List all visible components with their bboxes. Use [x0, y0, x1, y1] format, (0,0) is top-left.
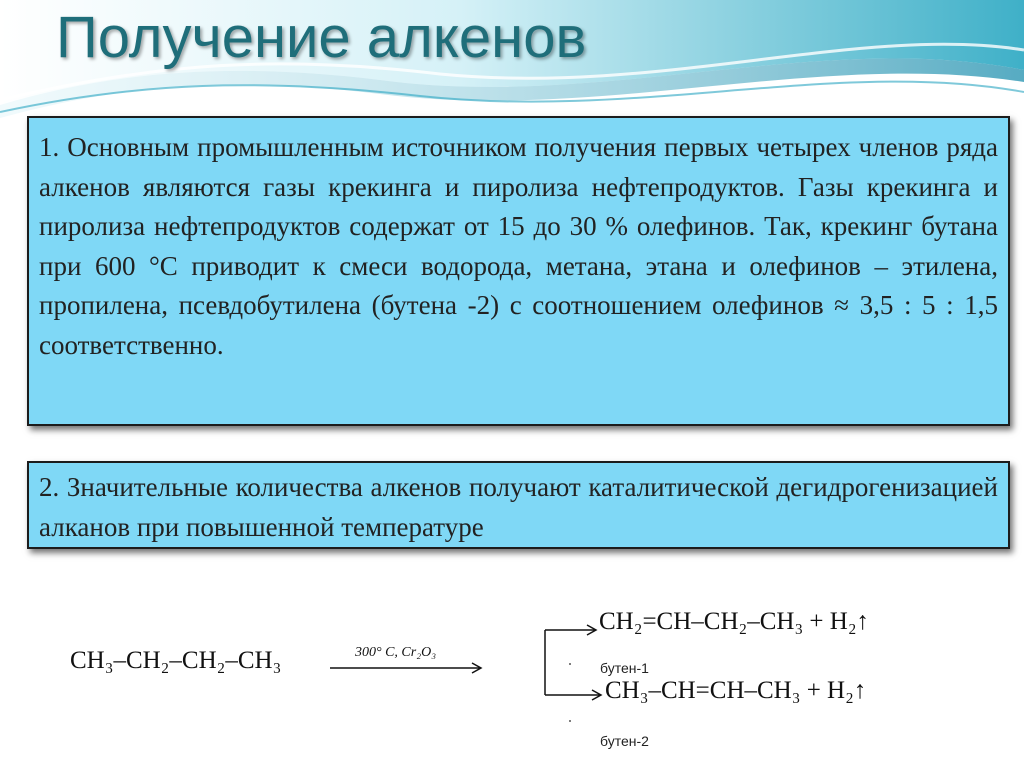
- reaction-arrows: [0, 600, 1024, 767]
- product-1-formula: CH₂=CH–CH₂–CH₃ + H₂↑: [599, 608, 870, 635]
- slide-title: Получение алкенов: [56, 5, 587, 70]
- info-box-1: [27, 116, 1010, 426]
- product-1-name: бутен-1: [600, 660, 649, 676]
- reactant-text: CH₃–CH₂–CH₂–CH₃: [70, 647, 282, 674]
- info-box-2: [27, 461, 1010, 549]
- reaction-condition: 300° C, Cr₂O₃: [355, 645, 437, 660]
- paragraph-2: 2. Значительные количества алкенов получают каталитической дегидрогенизацией алканов при повышенной температуре: [39, 472, 998, 542]
- product-2-formula: CH₃–CH=CH–CH₃ + H₂↑: [605, 677, 867, 704]
- paragraph-1: 1. Основным промышленным источником получения первых четырех членов ряда алкенов являются газы крекинга и пиролиза нефтепродуктов. Газы крекинга и пиролиза нефтепродуктов содержат от 15 до 30 % олефинов. Так, крекинг бутана при 600 °С приводит к смеси водорода, метана, этана и олефинов – этилена, пропилена, псевдобутилена (бутена -2) с соотношением олефинов ≈ 3,5 : 5 : 1,5 соответственно.: [39, 132, 998, 360]
- product-2-name: бутен-2: [600, 733, 649, 749]
